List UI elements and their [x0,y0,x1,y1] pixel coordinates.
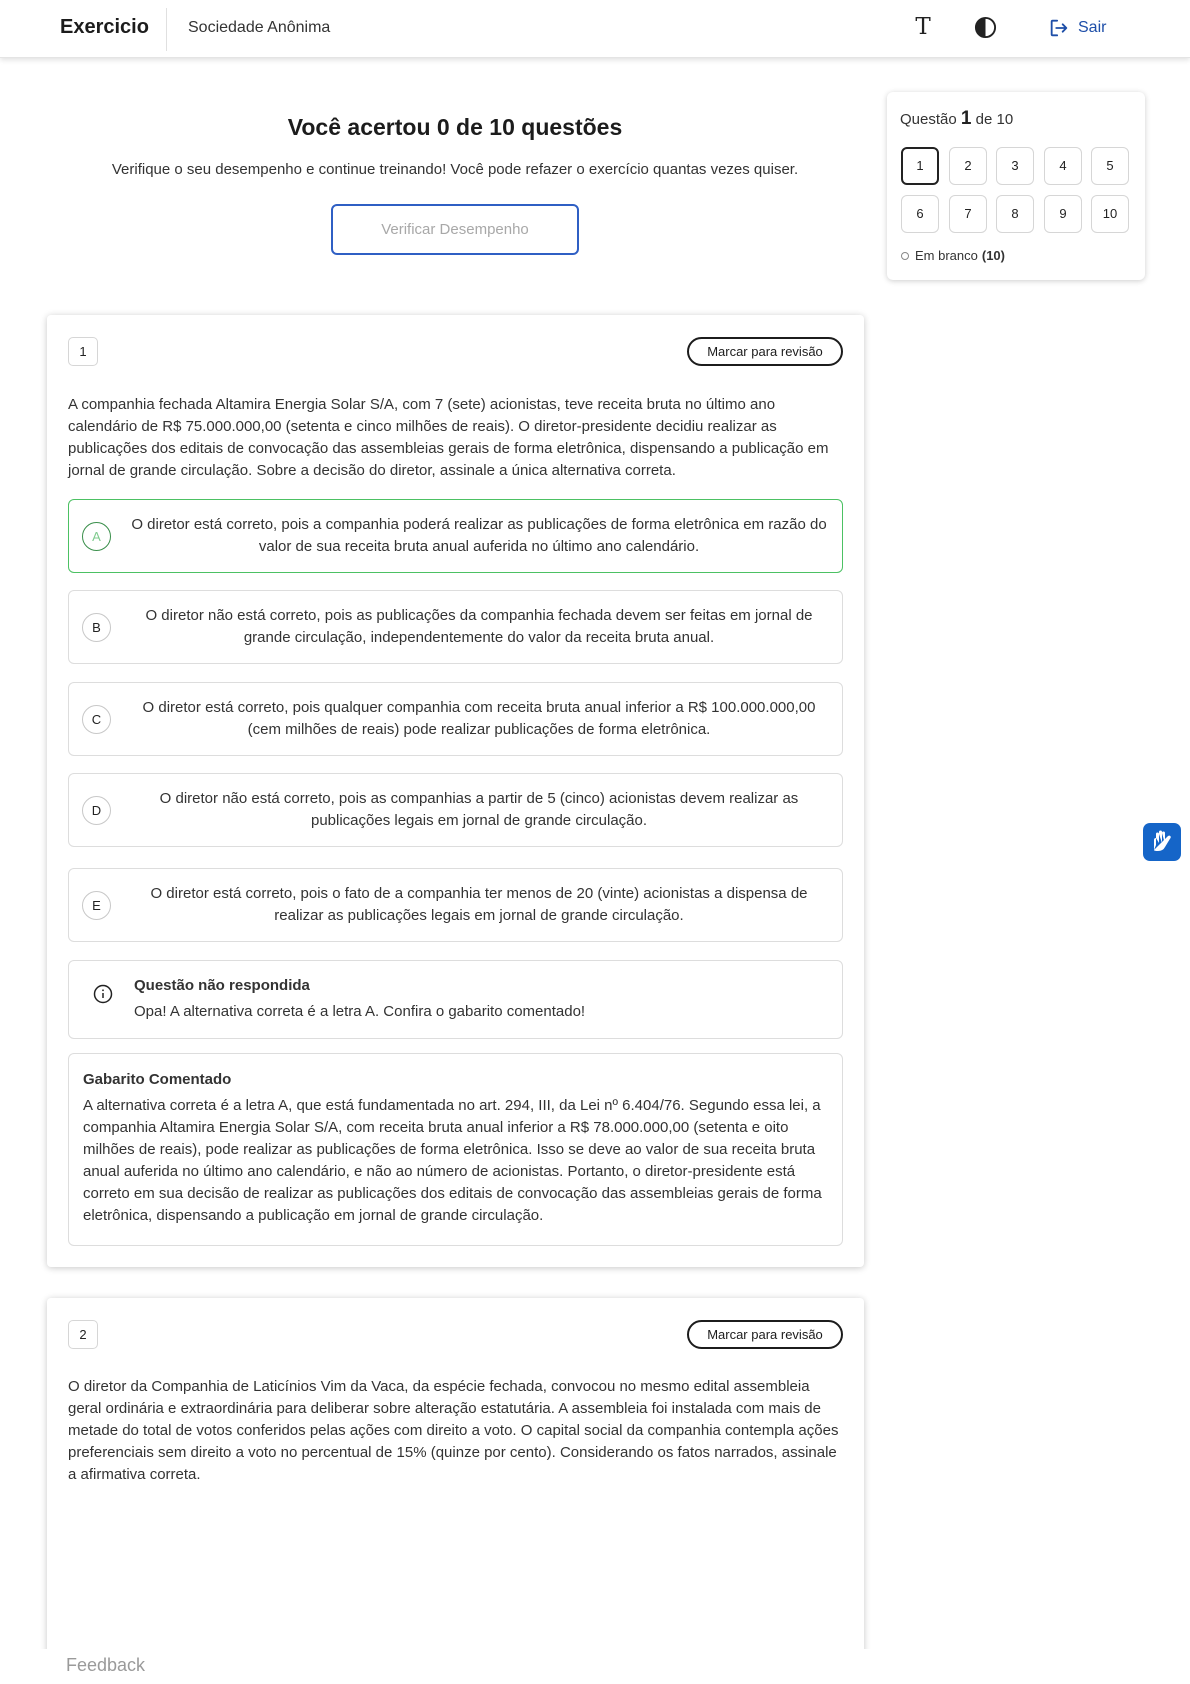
navigator-suffix: de 10 [975,111,1014,128]
mark-for-review-button[interactable]: Marcar para revisão [687,1320,843,1349]
sign-language-hands-icon [1143,823,1181,861]
navigator-prefix: Questão [900,111,957,128]
nav-question-5[interactable]: 5 [1091,147,1129,185]
question-number: 2 [68,1320,98,1349]
subject-title: Sociedade Anônima [188,19,331,36]
commented-answer-text: A alternativa correta é a letra A, que está fundamentada no art. 294, III, da Lei nº 6.404/76. Segundo essa lei, a companhia Altamira Energia Solar S/A, com receita bruta anual inferior a R$ 78.000.000,00 (setenta e oito milhões de reais), pode realizar as publicações de forma eletrônica. Isso se deve ao valor de sua receita bruta anual auferida no último ano calendário, e não ao número de acionistas. Portanto, o diretor-presidente está correto em sua decisão de realizar as publicações dos editais de convocação das assembleias gerais de forma eletrônica, dispensando a publicação em jornal de grande circulação. [83,1097,822,1224]
mark-for-review-button[interactable]: Marcar para revisão [687,337,843,366]
nav-question-7[interactable]: 7 [949,195,987,233]
app-brand: Exercicio [60,16,149,38]
feedback-title: Questão não respondida [134,977,310,994]
result-title: Você acertou 0 de 10 questões [287,114,623,140]
commented-answer [68,1053,843,1246]
question-number: 1 [68,337,98,366]
sign-language-widget[interactable] [1143,823,1181,861]
option-text: O diretor está correto, pois o fato de a companhia ter menos de 20 (vinte) acionistas a dispensa de realizar as publicações legais em jornal de grande circulação. [150,885,808,924]
option-letter: C [82,705,111,734]
nav-question-2[interactable]: 2 [949,147,987,185]
feedback-link[interactable]: Feedback [66,1655,146,1675]
option-text: O diretor não está correto, pois as companhias a partir de 5 (cinco) acionistas devem realizar as publicações legais em jornal de grande circulação. [159,790,799,829]
commented-answer-title: Gabarito Comentado [83,1071,232,1088]
option-e[interactable] [68,868,843,942]
option-letter: A [82,522,111,551]
logout-icon [1048,17,1070,39]
nav-question-8[interactable]: 8 [996,195,1034,233]
info-icon [93,984,113,1004]
option-b[interactable] [68,590,843,664]
feedback-bar [0,1649,1190,1684]
question-card [47,1298,864,1684]
option-a[interactable] [68,499,843,573]
header-divider [166,8,167,51]
nav-question-1[interactable]: 1 [901,147,939,185]
option-text: O diretor não está correto, pois as publicações da companhia fechada devem ser feitas em jornal de grande circulação, independentemente do valor da receita bruta anual. [145,607,813,646]
logout-label: Sair [1078,19,1107,36]
nav-question-3[interactable]: 3 [996,147,1034,185]
option-text: O diretor está correto, pois a companhia poderá realizar as publicações de forma eletrônica em razão do valor de sua receita bruta anual auferida no último ano calendário. [131,516,827,555]
option-c[interactable] [68,682,843,756]
legend-count: (10) [981,248,1005,263]
option-letter: E [82,891,111,920]
logout-button[interactable] [1048,17,1106,39]
font-size-icon[interactable]: T [915,14,931,40]
verify-performance-button[interactable]: Verificar Desempenho [331,204,579,255]
result-subtitle: Verifique o seu desempenho e continue treinando! Você pode refazer o exercício quantas vezes quiser. [111,161,799,178]
nav-question-4[interactable]: 4 [1044,147,1082,185]
feedback-text: Opa! A alternativa correta é a letra A. Confira o gabarito comentado! [134,1003,586,1020]
nav-question-9[interactable]: 9 [1044,195,1082,233]
nav-question-10[interactable]: 10 [1091,195,1129,233]
answer-feedback [68,960,843,1039]
legend-label: Em branco [915,248,978,263]
option-text: O diretor está correto, pois qualquer companhia com receita bruta anual inferior a R$ 100.000.000,00 (cem milhões de reais) pode realizar publicações de forma eletrônica. [142,699,816,738]
nav-question-6[interactable]: 6 [901,195,939,233]
navigator-legend [901,248,1005,263]
blank-dot-icon [901,252,909,260]
navigator-current: 1 [960,108,972,129]
contrast-icon[interactable] [974,16,997,39]
top-header [0,0,1190,58]
question-text: A companhia fechada Altamira Energia Solar S/A, com 7 (sete) acionistas, teve receita bruta no último ano calendário de R$ 75.000.000,00 (setenta e cinco milhões de reais). O diretor-presidente decidiu realizar as publicações dos editais de convocação das assembleias gerais de forma eletrônica, dispensando a publicação em jornal de grande circulação. Sobre a decisão do diretor, assinale a única alternativa correta. [68,396,829,479]
option-letter: D [82,796,111,825]
question-navigator [887,92,1145,280]
question-text: O diretor da Companhia de Laticínios Vim da Vaca, da espécie fechada, convocou no mesmo edital assembleia geral ordinária e extraordinária para deliberar sobre alteração estatutária. A assembleia foi instalada com mais de metade do total de votos conferidos pelas ações com direito a voto. O capital social da companhia contempla ações preferenciais sem direito a voto no percentual de 15% (quinze por cento). Considerando os fatos narrados, assinale a afirmativa correta. [68,1378,839,1483]
question-card [47,315,864,1267]
navigator-title [900,108,1013,130]
option-d[interactable] [68,773,843,847]
option-letter: B [82,613,111,642]
